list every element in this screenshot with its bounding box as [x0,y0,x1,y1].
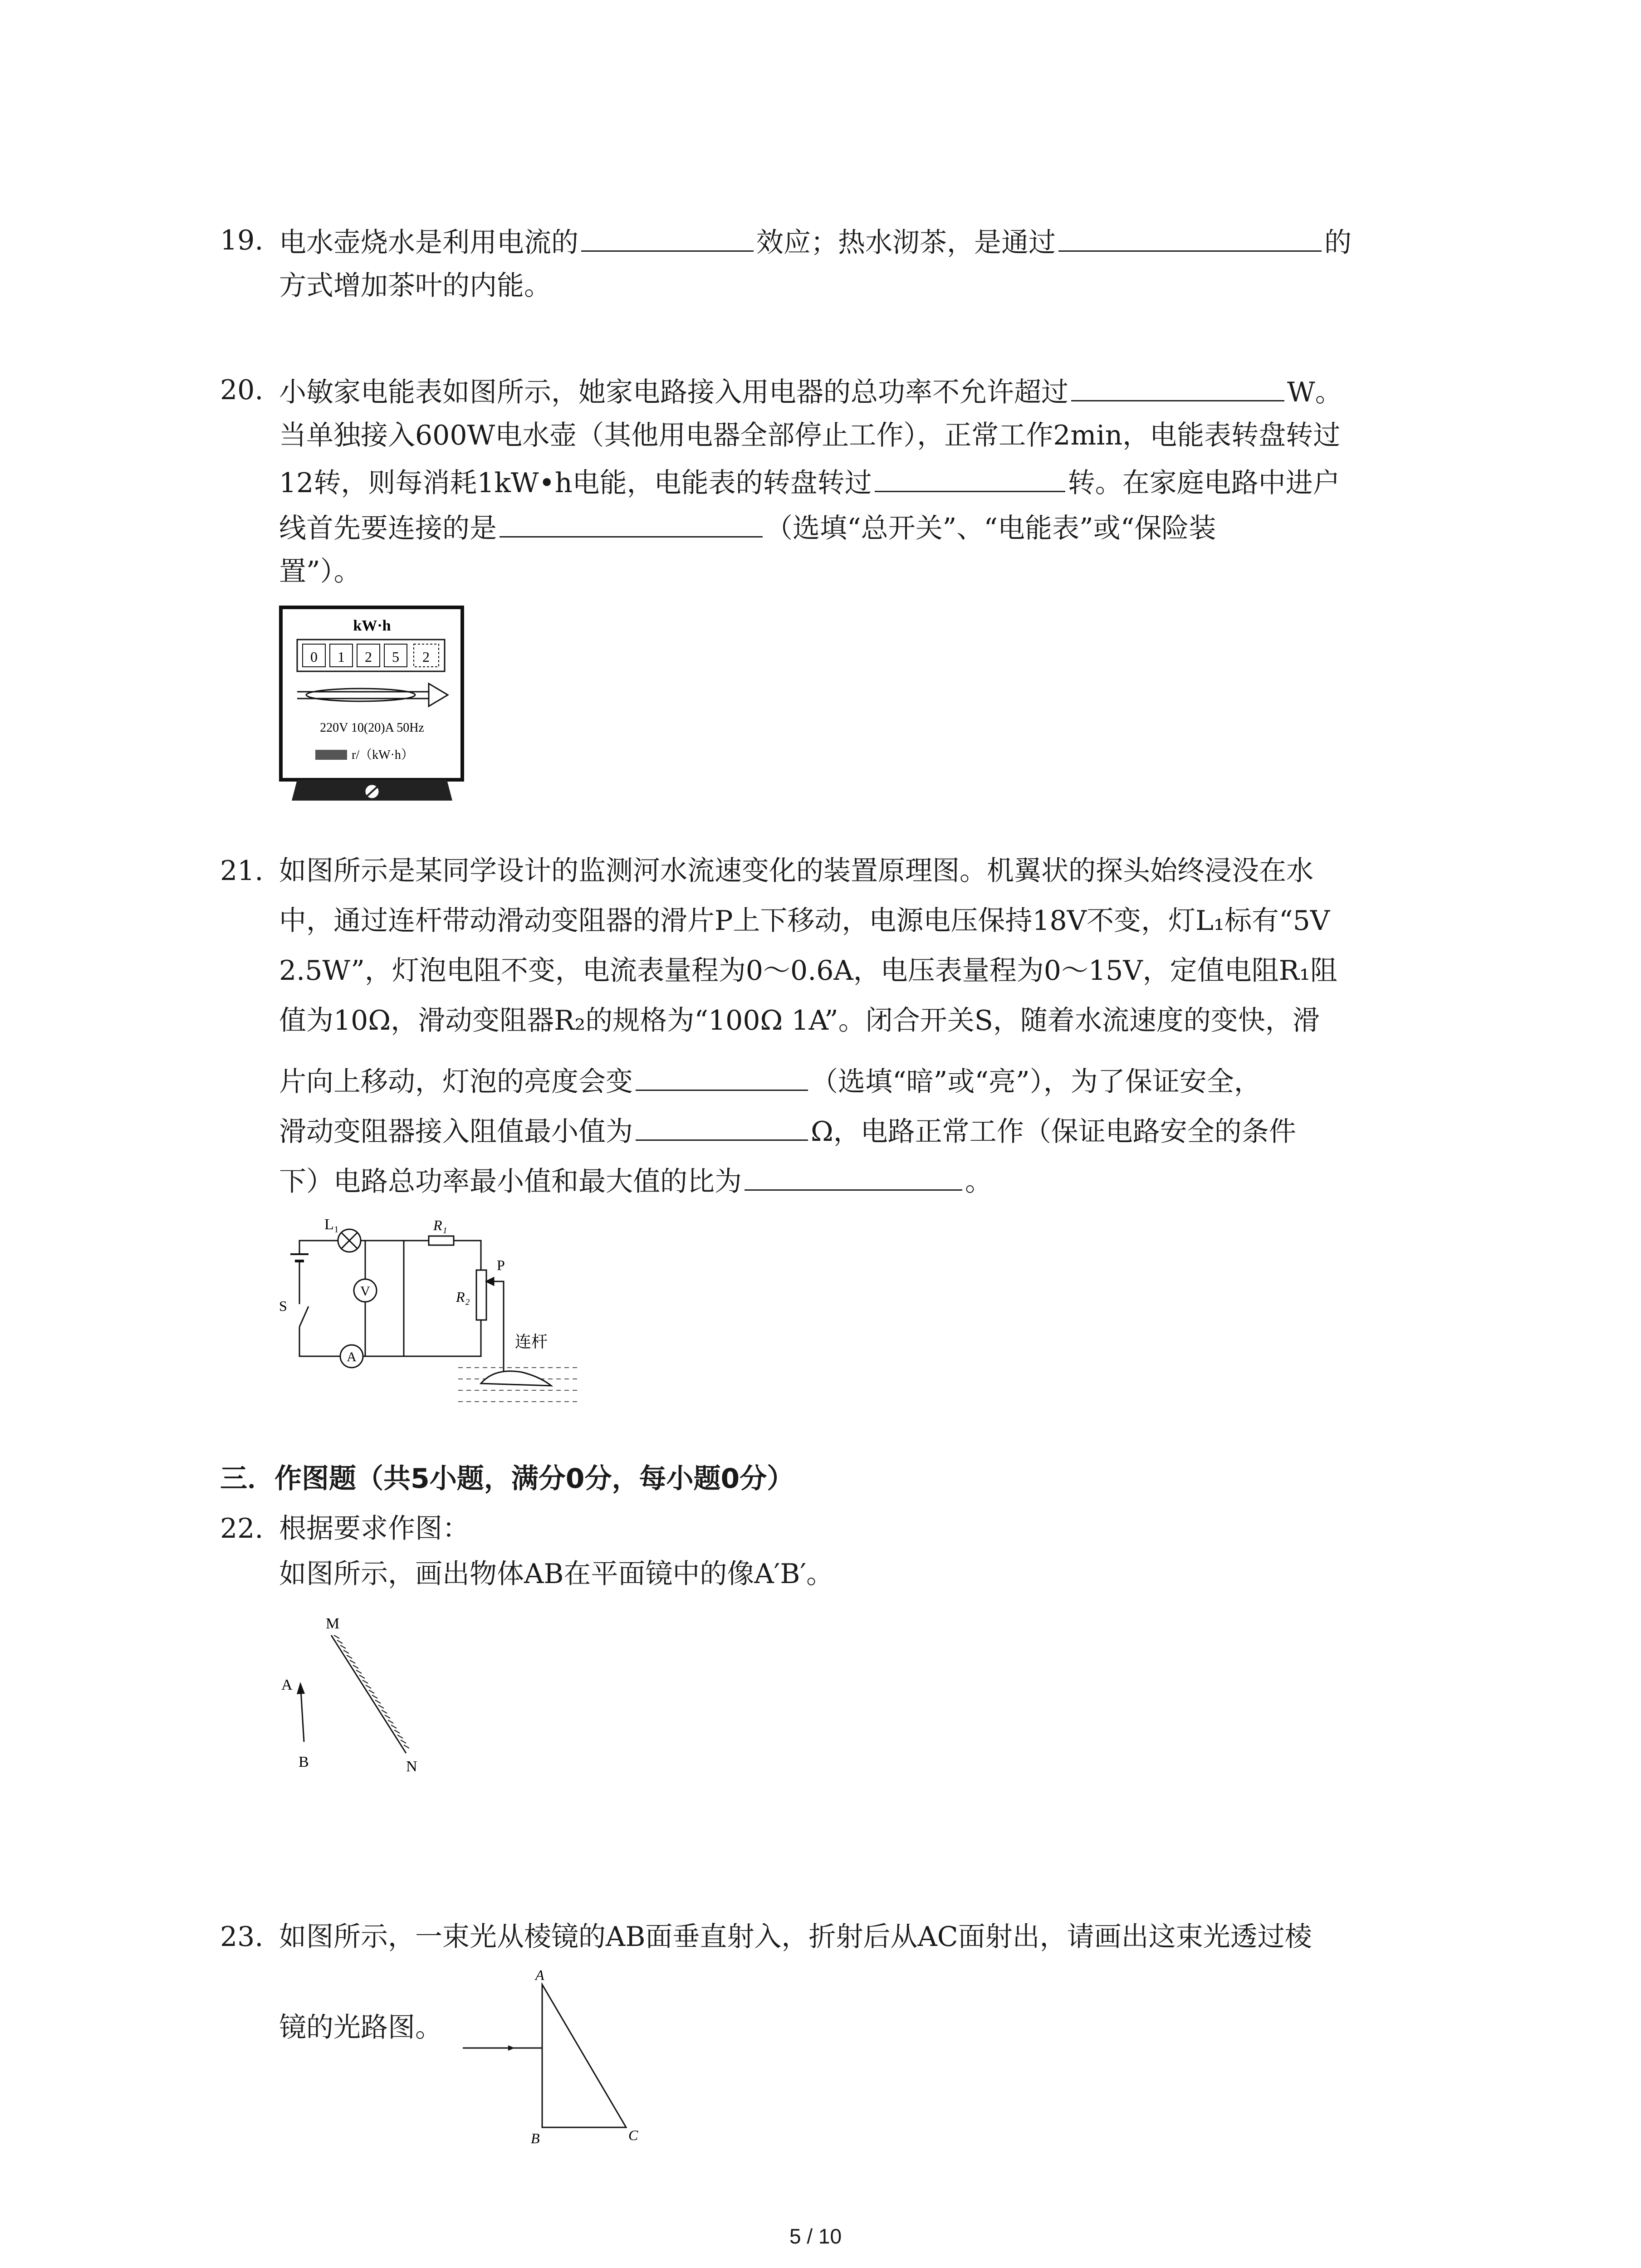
mirror-line [331,1635,406,1753]
prism-figure [454,1964,667,2155]
circuit-label-voltmeter: V [360,1284,370,1299]
meter-unit: kW·h [353,617,391,634]
q21-line3: 2.5W”，灯泡电阻不变，电流表量程为0～0.6A，电压表量程为0～15V，定值电阻R₁阻 [279,955,1337,987]
meter-rate-blank [315,750,347,760]
q22-number: 22. [220,1513,264,1545]
q21-line7 [279,1161,992,1200]
q22-line2: 如图所示，画出物体AB在平面镜中的像A′B′。 [279,1558,834,1590]
object-label-b: B [299,1754,309,1770]
prism-triangle [542,1984,626,2127]
q19-line2: 方式增加茶叶的内能。 [279,270,551,302]
q21-blank-min-resistance[interactable] [636,1111,808,1141]
meter-digit: 2 [365,649,372,665]
meter-digits [303,644,439,667]
object-arrowhead [297,1682,305,1694]
q20-text-3a: 12转，则每消耗1kW•h电能，电能表的转盘转过 [279,467,872,499]
q21-line4: 值为10Ω，滑动变阻器R₂的规格为“100Ω 1A”。闭合开关S，随着水流速度的变快，滑 [279,1005,1320,1036]
q21-text-5b: （选填“暗”或“亮”），为了保证安全， [811,1066,1261,1098]
q21-text-6b: Ω，电路正常工作（保证电路安全的条件 [811,1116,1296,1148]
q21-blank-power-ratio[interactable] [745,1161,962,1191]
q20-blank-revs[interactable] [875,463,1065,492]
q20-line2: 当单独接入600W电水壶（其他用电器全部停止工作），正常工作2min，电能表转盘转过 [279,420,1341,451]
q20-text-1a: 小敏家电能表如图所示，她家电路接入用电器的总功率不允许超过 [279,376,1068,408]
q21-blank-brightness[interactable] [636,1061,808,1091]
q20-line1 [279,372,1342,411]
q20-line3 [279,463,1340,501]
meter-digit: 5 [392,649,399,665]
q20-line5: 置”）。 [279,556,361,587]
circuit-label-switch: S [279,1298,287,1314]
q20-number: 20. [220,374,264,406]
q23-number: 23. [220,1921,264,1953]
q20-blank-power[interactable] [1071,372,1284,401]
q21-text-5a: 片向上移动，灯泡的亮度会变 [279,1066,633,1098]
q20-text-4b: （选填“总开关”、“电能表”或“保险装 [765,513,1216,544]
page-number: 5 / 10 [789,2224,842,2248]
circuit-label-r2: R₂ [456,1289,470,1305]
q20-text-4a: 线首先要连接的是 [279,513,497,544]
q21-line5 [279,1061,1261,1100]
q22-line1: 根据要求作图： [279,1513,470,1545]
mirror-label-m: M [326,1615,340,1632]
q19-blank-1[interactable] [581,222,754,252]
probe-wing [481,1371,551,1386]
q20-text-1b: W。 [1287,376,1342,408]
q23-line1: 如图所示，一束光从棱镜的AB面垂直射入，折射后从AC面射出，请画出这束光透过棱 [279,1921,1312,1953]
circuit-label-r1: R₁ [433,1217,447,1233]
prism-label-b: B [531,2130,540,2146]
q20-line4 [279,508,1216,547]
q19-text-b: 效应；热水沏茶，是通过 [756,227,1056,259]
circuit-label-ammeter: A [347,1349,357,1364]
ray-arrow [508,2045,514,2051]
mirror-figure [272,1610,463,1801]
meter-specs: 220V 10(20)A 50Hz [320,721,424,735]
meter-rate: r/（kW·h） [352,748,414,762]
circuit-label-rod: 连杆 [515,1333,548,1351]
object-label-a: A [281,1677,293,1693]
object-ab [301,1690,304,1742]
q19-line1 [279,222,1352,261]
circuit-figure [268,1216,594,1420]
energy-meter-figure [279,606,470,805]
q21-line6 [279,1111,1296,1150]
q21-line2: 中，通过连杆带动滑动变阻器的滑片P上下移动，电源电压保持18V不变，灯L₁标有“5V [279,905,1330,937]
prism-label-a: A [535,1967,544,1983]
meter-digit: 0 [310,649,318,665]
circuit-label-lamp: L₁ [324,1216,339,1233]
q21-text-7b: 。 [965,1166,992,1198]
q19-text-a: 电水壶烧水是利用电流的 [279,227,578,259]
meter-digit: 1 [338,649,345,665]
circuit-label-slider: P [497,1257,505,1273]
q19-text-c: 的 [1324,227,1352,259]
q21-text-7a: 下）电路总功率最小值和最大值的比为 [279,1166,742,1198]
q21-line1: 如图所示是某同学设计的监测河水流速变化的装置原理图。机翼状的探头始终浸没在水 [279,855,1313,887]
mirror-hatch [334,1635,409,1748]
meter-digit: 2 [422,649,430,665]
q23-line2: 镜的光路图。 [279,2012,442,2043]
q19-blank-2[interactable] [1058,222,1322,252]
q21-number: 21. [220,855,264,887]
q20-blank-device[interactable] [500,508,763,538]
q19-number: 19. [220,225,264,256]
q21-text-6a: 滑动变阻器接入阻值最小值为 [279,1116,633,1148]
mirror-label-n: N [406,1758,417,1775]
prism-label-c: C [628,2127,638,2143]
q20-text-3b: 转。在家庭电路中进户 [1068,467,1340,499]
section-3-title: 三．作图题（共5小题，满分0分，每小题0分） [220,1463,794,1495]
